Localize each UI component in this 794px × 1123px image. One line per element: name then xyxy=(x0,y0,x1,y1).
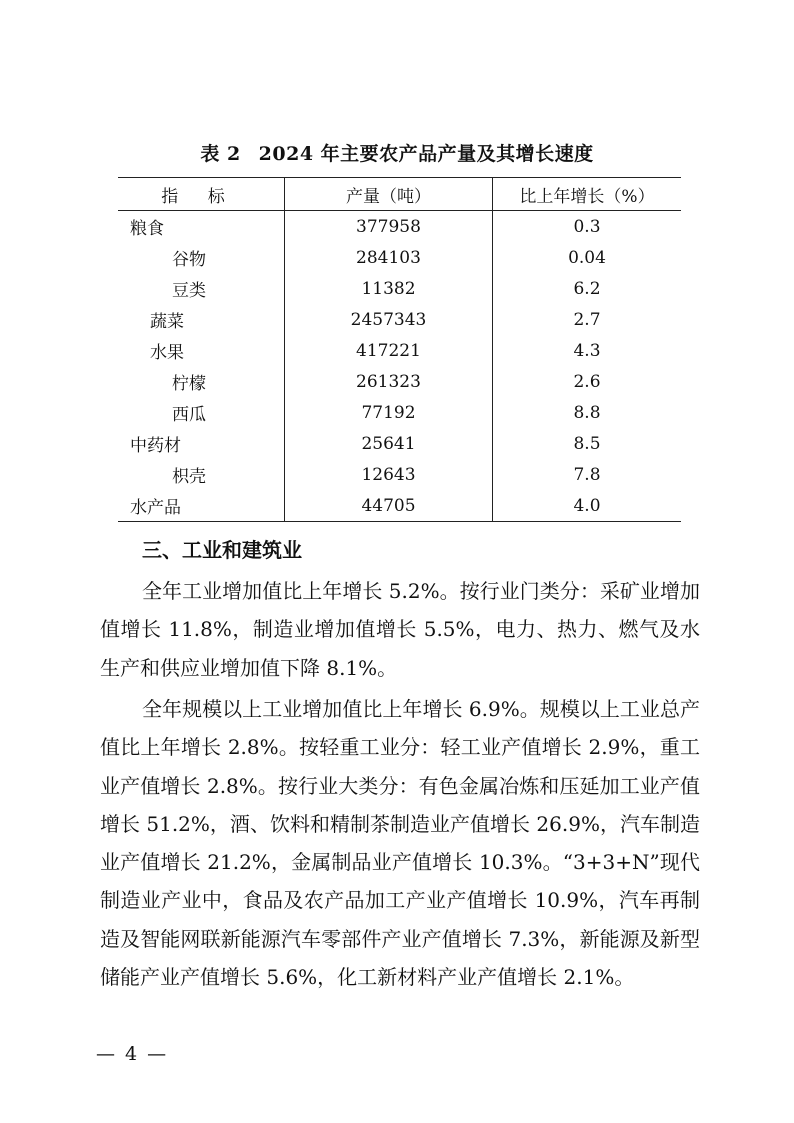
header-growth: 比上年增长（%） xyxy=(519,186,655,207)
table-body xyxy=(118,211,681,522)
header-quantity: 产量（吨） xyxy=(285,178,493,211)
row-growth: 2.7 xyxy=(573,309,601,330)
table-row xyxy=(118,242,681,273)
paragraph-industry-overview: 全年工业增加值比上年增长 5.2%。按行业门类分：采矿业增加值增长 11.8%，制造业增加值增长 5.5%，电力、热力、燃气及水生产和供应业增加值下降 8.1%。 xyxy=(100,579,700,680)
row-indicator: 中药材 xyxy=(130,436,181,456)
table-row xyxy=(118,428,681,459)
row-growth: 2.6 xyxy=(573,371,601,392)
row-growth: 8.8 xyxy=(573,402,601,423)
row-quantity: 284103 xyxy=(285,242,493,273)
section-heading: 三、工业和建筑业 xyxy=(142,538,302,562)
table-row xyxy=(118,335,681,366)
row-quantity: 25641 xyxy=(285,428,493,459)
paragraph-industry-scale: 全年规模以上工业增加值比上年增长 6.9%。规模以上工业总产值比上年增长 2.8%。按轻重工业分：轻工业产值增长 2.9%，重工业产值增长 2.8%。按行业大类分：有色金属冶炼和压延加工业产值增长 51.2%，酒、饮料和精制茶制造业产值增长 26.9%，汽车制造业产值增长 21.2%，金属制品业产值增长 10.3%。“3+3+N”现代制造业产业中，食品及农产品加工产业产值增长 10.9%，汽车再制造及智能网联新能源汽车零部件产业产值增长 7.3%，新能源及新型储能产业产值增长 5.6%，化工新材料产业产值增长 2.1%。 xyxy=(100,697,700,990)
row-indicator: 豆类 xyxy=(172,281,206,301)
row-growth: 4.3 xyxy=(573,340,601,361)
table-row xyxy=(118,211,681,243)
table-row xyxy=(118,366,681,397)
row-indicator: 粮食 xyxy=(130,219,164,239)
table-row xyxy=(118,490,681,522)
table-header-row xyxy=(118,178,681,211)
row-growth: 8.5 xyxy=(573,433,601,454)
row-quantity: 2457343 xyxy=(285,304,493,335)
row-growth: 0.04 xyxy=(568,247,606,268)
table-row xyxy=(118,273,681,304)
table-row xyxy=(118,459,681,490)
table-number: 表 2 xyxy=(200,143,241,165)
row-indicator: 蔬菜 xyxy=(150,312,184,332)
row-indicator: 水产品 xyxy=(130,498,181,518)
row-quantity: 417221 xyxy=(285,335,493,366)
row-quantity: 11382 xyxy=(285,273,493,304)
row-indicator: 枳壳 xyxy=(172,467,206,487)
row-growth: 4.0 xyxy=(573,495,601,516)
table-row xyxy=(118,304,681,335)
row-indicator: 水果 xyxy=(150,343,184,363)
row-indicator: 柠檬 xyxy=(172,374,206,394)
row-quantity: 77192 xyxy=(285,397,493,428)
row-growth: 6.2 xyxy=(573,278,601,299)
row-quantity: 377958 xyxy=(285,211,493,243)
page-number: — 4 — xyxy=(96,1043,169,1065)
row-growth: 0.3 xyxy=(573,216,601,237)
row-growth: 7.8 xyxy=(573,464,601,485)
row-quantity: 261323 xyxy=(285,366,493,397)
table-title xyxy=(0,140,794,168)
table-title-text: 2024 年主要农产品产量及其增长速度 xyxy=(258,143,594,165)
row-indicator: 谷物 xyxy=(172,250,206,270)
row-quantity: 12643 xyxy=(285,459,493,490)
header-indicator: 指 标 xyxy=(161,186,237,207)
row-indicator: 西瓜 xyxy=(172,405,206,425)
production-table xyxy=(118,177,681,522)
row-quantity: 44705 xyxy=(285,490,493,522)
table-row xyxy=(118,397,681,428)
